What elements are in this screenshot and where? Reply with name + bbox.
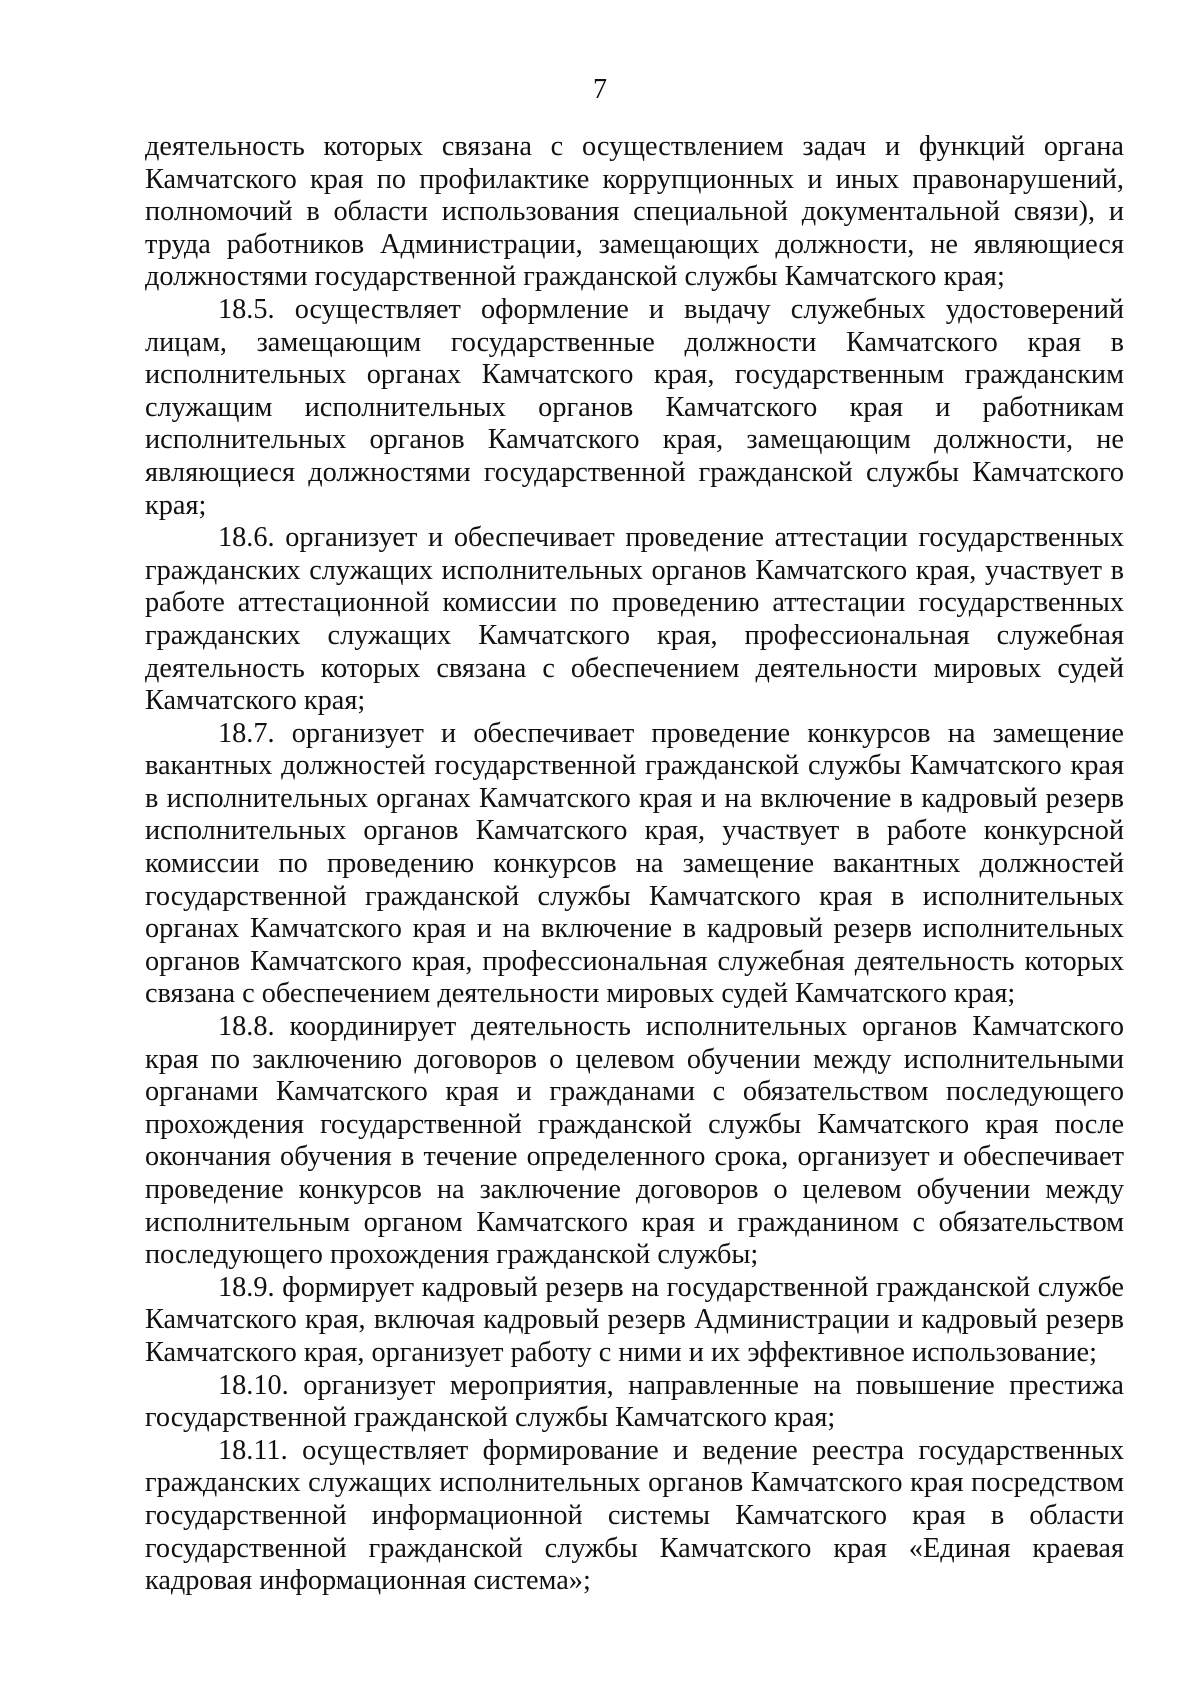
paragraph-18-11: 18.11. осуществляет формирование и ведение реестра государственных гражданских служащих исполнительных органов Камчатского края посредством государственной информационной системы Камчатского края в области государственной гражданской службы Камчатского края «Единая краевая кадровая информационная система»; (145, 1434, 1124, 1597)
paragraph-18-7: 18.7. организует и обеспечивает проведение конкурсов на замещение вакантных должностей государственной гражданской службы Камчатского края в исполнительных органах Камчатского края и на включение в кадровый резерв исполнительных органов Камчатского края, участвует в работе конкурсной комиссии по проведению конкурсов на замещение вакантных должностей государственной гражданской службы Камчатского края в исполнительных органах Камчатского края и на включение в кадровый резерв исполнительных органов Камчатского края, профессиональная служебная деятельность которых связана с обеспечением деятельности мировых судей Камчатского края; (145, 717, 1124, 1010)
paragraph-18-8: 18.8. координирует деятельность исполнительных органов Камчатского края по заключению договоров о целевом обучении между исполнительными органами Камчатского края и гражданами с обязательством последующего прохождения государственной гражданской службы Камчатского края после окончания обучения в течение определенного срока, организует и обеспечивает проведение конкурсов на заключение договоров о целевом обучении между исполнительным органом Камчатского края и гражданином с обязательством последующего прохождения гражданской службы; (145, 1011, 1124, 1271)
paragraph-18-5: 18.5. осуществляет оформление и выдачу служебных удостоверений лицам, замещающим государственные должности Камчатского края в исполнительных органах Камчатского края, государственным гражданским служащим исполнительных органов Камчатского края и работникам исполнительных органов Камчатского края, замещающим должности, не являющиеся должностями государственной гражданской службы Камчатского края; (145, 293, 1124, 521)
page-number: 7 (593, 74, 607, 105)
paragraph-18-6: 18.6. организует и обеспечивает проведение аттестации государственных гражданских служащих исполнительных органов Камчатского края, участвует в работе аттестационной комиссии по проведению аттестации государственных гражданских служащих Камчатского края, профессиональная служебная деятельность которых связана с обеспечением деятельности мировых судей Камчатского края; (145, 522, 1124, 717)
paragraph-18-9: 18.9. формирует кадровый резерв на государственной гражданской службе Камчатского края, включая кадровый резерв Администрации и кадровый резерв Камчатского края, организует работу с ними и их эффективное использование; (145, 1271, 1124, 1368)
document-body (145, 131, 1124, 1598)
paragraph-18-10: 18.10. организует мероприятия, направленные на повышение престижа государственной гражданской службы Камчатского края; (145, 1369, 1124, 1434)
paragraph-continuation: деятельность которых связана с осуществлением задач и функций органа Камчатского края по профилактике коррупционных и иных правонарушений, полномочий в области использования специальной документальной связи), и труда работников Администрации, замещающих должности, не являющиеся должностями государственной гражданской службы Камчатского края; (145, 131, 1124, 293)
